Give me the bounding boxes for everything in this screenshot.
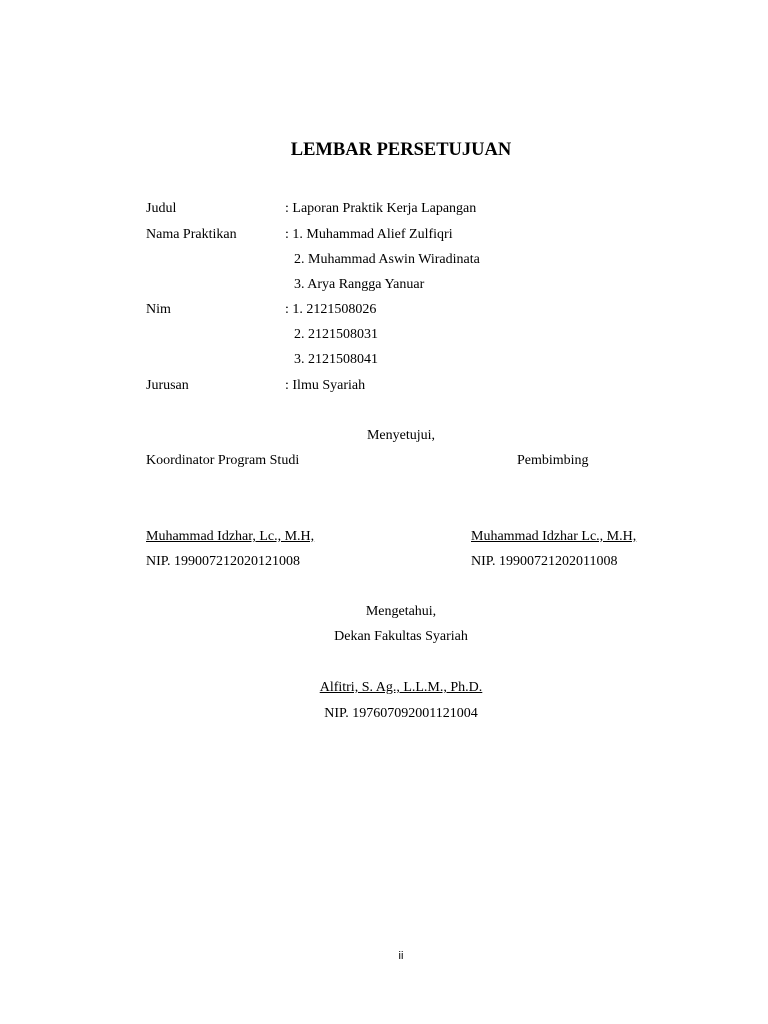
value-nim-1: : 1. 2121508026 [285,302,377,317]
value-nama-1: : 1. Muhammad Alief Zulfiqri [285,227,453,242]
value-nama-2: 2. Muhammad Aswin Wiradinata [294,252,480,267]
label-nama-praktikan: Nama Praktikan [146,227,237,242]
label-jurusan: Jurusan [146,378,189,393]
approval-left-name: Muhammad Idzhar, Lc., M.H, [146,529,315,544]
label-nim: Nim [146,302,171,317]
value-jurusan: : Ilmu Syariah [285,378,366,393]
approval-heading: Menyetujui, [366,428,436,443]
acknowledge-nip: NIP. 197607092001121004 [324,706,478,721]
approval-right-role: Pembimbing [517,453,589,468]
value-nama-3: 3. Arya Rangga Yanuar [294,277,425,292]
approval-left-nip: NIP. 199007212020121008 [146,554,301,569]
page-title: LEMBAR PERSETUJUAN [290,140,512,160]
acknowledge-name: Alfitri, S. Ag., L.L.M., Ph.D. [319,680,483,695]
approval-left-role: Koordinator Program Studi [146,453,300,468]
value-judul: : Laporan Praktik Kerja Lapangan [285,201,477,216]
value-nim-2: 2. 2121508031 [294,327,378,342]
page-number: ii [398,950,404,962]
label-judul: Judul [146,201,177,216]
value-nim-3: 3. 2121508041 [294,352,378,367]
approval-right-name: Muhammad Idzhar Lc., M.H, [471,529,637,544]
acknowledge-role: Dekan Fakultas Syariah [334,629,468,644]
acknowledge-heading: Mengetahui, [365,604,437,619]
approval-right-nip: NIP. 19900721202011008 [471,554,618,569]
